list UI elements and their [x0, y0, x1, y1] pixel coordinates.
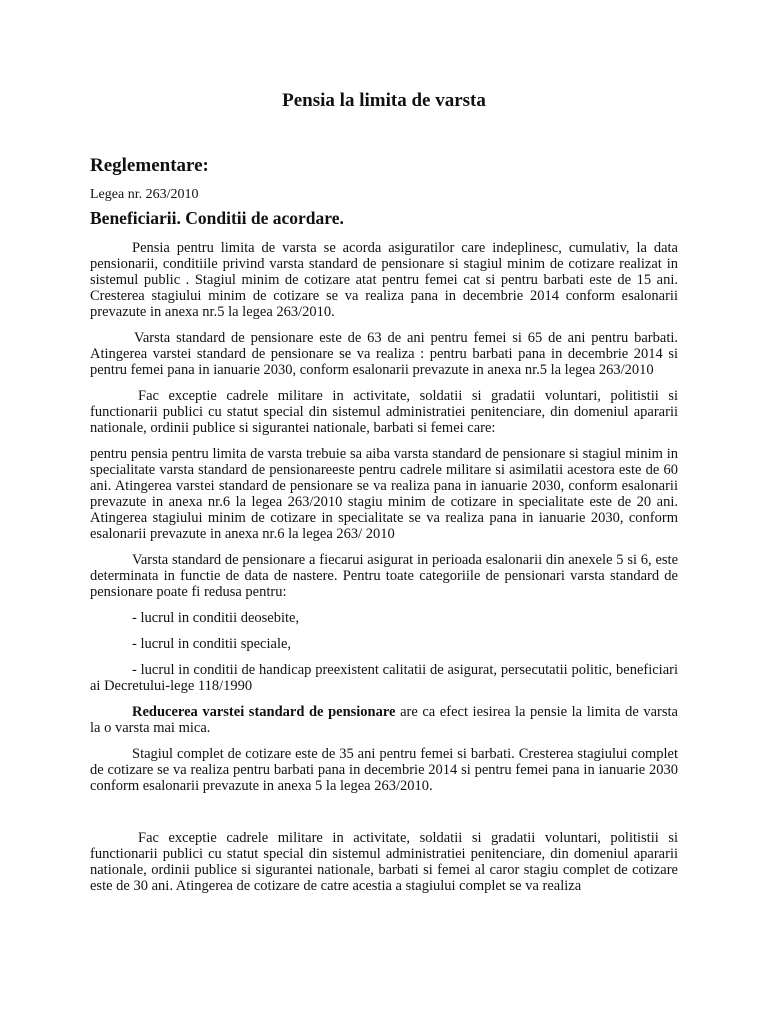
paragraph-age-reduction: Varsta standard de pensionare a fiecarui asigurat in perioada esalonarii din anexele 5 si 6, este determinata in functie de data de nastere. Pentru toate categoriile de pensionari varsta standard de pensionare poate fi redusa pentru: [90, 552, 678, 600]
law-reference: Legea nr. 263/2010 [90, 187, 199, 202]
document-body [90, 240, 678, 904]
document-title: Pensia la limita de varsta [282, 90, 486, 111]
paragraph-spacer [90, 804, 678, 830]
paragraph-complete-stage: Stagiul complet de cotizare este de 35 ani pentru femei si barbati. Cresterea stagiului complet de cotizare se va realiza pentru barbati pana in decembrie 2014 si pentru femei pana in ianuarie 2030 conform esalonarii prevazute in anexa 5 la legea 263/2010. [90, 746, 678, 794]
paragraph-exceptions-military: Fac exceptie cadrele militare in activitate, soldatii si gradatii voluntari, politistii si functionarii publici cu statut special din sistemul administratiei penitenciare, din domeniul apararii nationale, ordinii publice si sigurantei nationale, barbati si femei care: [90, 388, 678, 436]
list-item-speciale: - lucrul in conditii speciale, [132, 636, 292, 652]
paragraph-reduction-effect [90, 704, 678, 736]
paragraph-standard-age: Varsta standard de pensionare este de 63 de ani pentru femei si 65 de ani pentru barbati. Atingerea varstei standard de pensionare se va realiza : pentru barbati pana in decembrie 2014 si pentru femei pana in ianuarie 2030, conform esalonarii prevazute in anexa nr.5 la legea 263/2010 [90, 330, 678, 378]
section-heading-beneficiarii: Beneficiarii. Conditii de acordare. [90, 208, 344, 228]
paragraph-military-requirements: pentru pensia pentru limita de varsta trebuie sa aiba varsta standard de pensionare si stagiul minim in specialitate varsta standard de pensionareeste pentru cadrele militare si asimilatii acestora este de 60 ani. Atingerea varstei standard de pensionare se va realiza pana in ianuarie 2030, conform esalonarii prevazute in anexa nr.6 la legea 263/2010 stagiu minim de cotizare in specialitate este de 20 ani. Atingerea stagiului minim de cotizare in specialitate se va realiza pana in ianuarie 2030, conform esalonarii prevazute in anexa nr.6 la legea 263/ 2010 [90, 446, 678, 542]
list-item-deosebite: - lucrul in conditii deosebite, [132, 610, 300, 626]
paragraph-eligibility: Pensia pentru limita de varsta se acorda asiguratilor care indeplinesc, cumulativ, la data pensionarii, conditiile privind varsta standard de pensionare si stagiul minim de cotizare realizat in sistemul public . Stagiul minim de cotizare atat pentru femei cat si pentru barbati este de 15 ani. Cresterea stagiului minim de cotizare se va realiza pana in decembrie 2014 conform esalonarii prevazute in anexa nr.5 la legea 263/2010. [90, 240, 678, 320]
list-item-handicap: - lucrul in conditii de handicap preexistent calitatii de asigurat, persecutatii politic, beneficiari ai Decretului-lege 118/1990 [90, 662, 678, 694]
paragraph-exceptions-complete-stage: Fac exceptie cadrele militare in activitate, soldatii si gradatii voluntari, politistii si functionarii publici cu statut special din sistemul administratiei penitenciare, din domeniul apararii nationale, ordinii publice si sigurantei nationale, barbati si femei al caror stagiu complet de cotizare este de 30 ani. Atingerea de cotizare de catre acestia a stagiului complet se va realiza [90, 830, 678, 894]
reduction-rest-text: are ca efect iesirea la pensie la limita de varsta la o varsta mai mica. [90, 704, 678, 736]
section-heading-reglementare: Reglementare: [90, 155, 209, 176]
reduction-bold-text: Reducerea varstei standard de pensionare [132, 704, 396, 720]
